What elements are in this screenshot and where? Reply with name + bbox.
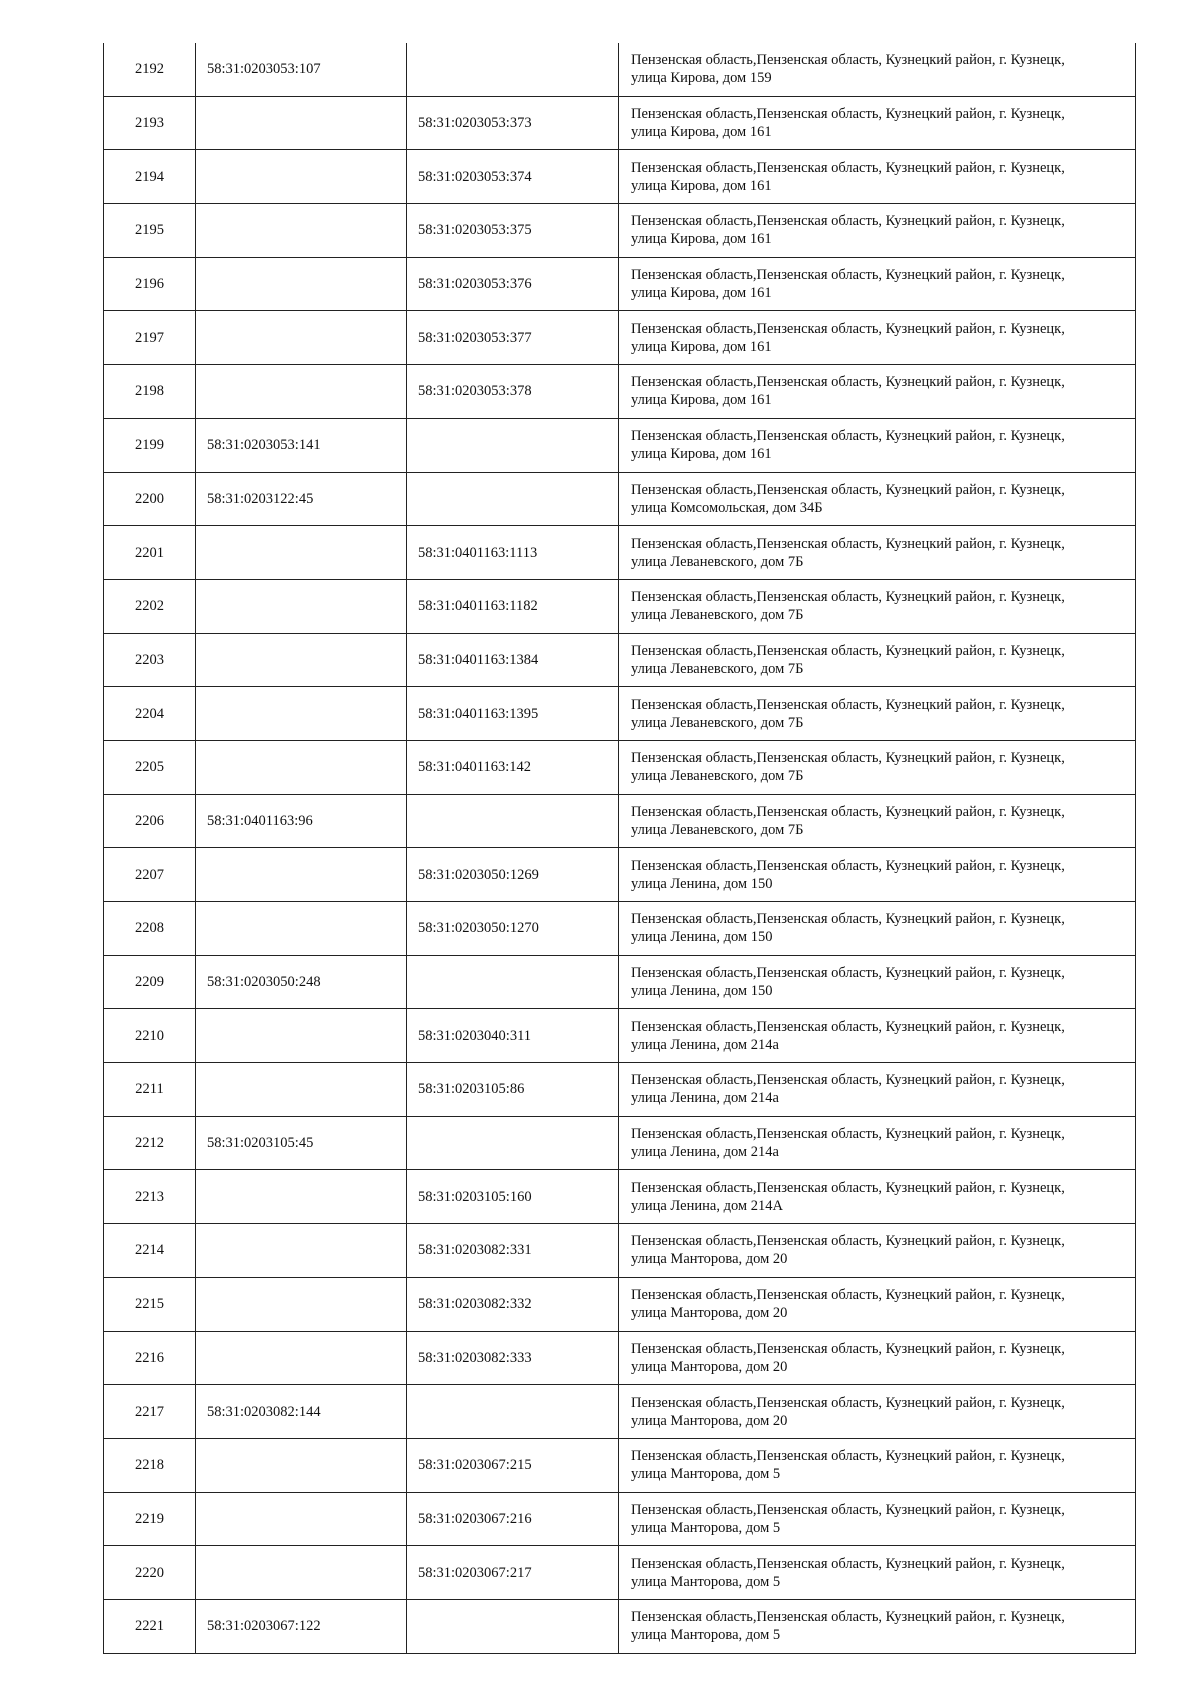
row-number: 2209 [104,955,196,1009]
address-cell [619,633,1136,687]
cadastral-number-building [407,955,619,1009]
address-line-region: Пензенская область,Пензенская область, Кузнецкий район, г. Кузнецк, [631,965,1065,982]
address-line-region: Пензенская область,Пензенская область, Кузнецкий район, г. Кузнецк, [631,1394,1065,1411]
cadastral-number-parcel [196,579,407,633]
address-line-street: улица Леваневского, дом 7Б [631,768,804,785]
address-line-street: улица Манторова, дом 5 [631,1627,781,1644]
address-line-region: Пензенская область,Пензенская область, Кузнецкий район, г. Кузнецк, [631,1340,1065,1357]
address-cell [619,1224,1136,1278]
address-line-street: улица Кирова, дом 161 [631,285,772,302]
row-number: 2197 [104,311,196,365]
table-row [104,96,1136,150]
address-line-street: улица Ленина, дом 150 [631,929,773,946]
address-line-street: улица Манторова, дом 5 [631,1573,781,1590]
cadastral-number-parcel [196,848,407,902]
cadastral-number-building: 58:31:0203082:331 [407,1224,619,1278]
address-line-street: улица Кирова, дом 161 [631,124,772,141]
cadastral-number-parcel [196,1009,407,1063]
registry-table [103,43,1136,1654]
table-row [104,1116,1136,1170]
address-line-street: улица Ленина, дом 214а [631,1090,779,1107]
cadastral-number-building: 58:31:0203053:378 [407,365,619,419]
cadastral-number-parcel: 58:31:0203105:45 [196,1116,407,1170]
cadastral-number-parcel: 58:31:0203053:107 [196,43,407,96]
address-line-street: улица Леваневского, дом 7Б [631,607,804,624]
address-line-street: улица Ленина, дом 214а [631,1036,779,1053]
cadastral-number-building: 58:31:0203053:377 [407,311,619,365]
address-line-street: улица Манторова, дом 20 [631,1412,788,1429]
cadastral-number-parcel [196,633,407,687]
table-row [104,1224,1136,1278]
table-row [104,204,1136,258]
table-row [104,1492,1136,1546]
row-number: 2211 [104,1063,196,1117]
address-line-region: Пензенская область,Пензенская область, Кузнецкий район, г. Кузнецк, [631,1609,1065,1626]
row-number: 2195 [104,204,196,258]
address-line-street: улица Ленина, дом 214А [631,1197,783,1214]
cadastral-number-building: 58:31:0203050:1269 [407,848,619,902]
address-cell [619,1492,1136,1546]
address-cell [619,1116,1136,1170]
table-row [104,526,1136,580]
table-row [104,1599,1136,1653]
address-line-street: улица Кирова, дом 161 [631,392,772,409]
address-cell [619,1599,1136,1653]
address-cell [619,365,1136,419]
table-row [104,365,1136,419]
row-number: 2220 [104,1546,196,1600]
cadastral-number-building: 58:31:0203053:374 [407,150,619,204]
row-number: 2207 [104,848,196,902]
address-line-street: улица Кирова, дом 161 [631,446,772,463]
address-line-street: улица Манторова, дом 20 [631,1251,788,1268]
row-number: 2221 [104,1599,196,1653]
address-line-region: Пензенская область,Пензенская область, Кузнецкий район, г. Кузнецк, [631,535,1065,552]
table-row [104,418,1136,472]
address-line-street: улица Манторова, дом 5 [631,1519,781,1536]
table-row [104,740,1136,794]
address-line-region: Пензенская область,Пензенская область, Кузнецкий район, г. Кузнецк, [631,1501,1065,1518]
address-line-region: Пензенская область,Пензенская область, Кузнецкий район, г. Кузнецк, [631,106,1065,123]
cadastral-number-building [407,43,619,96]
cadastral-number-building: 58:31:0203040:311 [407,1009,619,1063]
table-row [104,311,1136,365]
cadastral-number-parcel [196,687,407,741]
cadastral-number-parcel [196,204,407,258]
address-cell [619,955,1136,1009]
cadastral-number-parcel [196,150,407,204]
cadastral-number-building [407,1599,619,1653]
cadastral-number-parcel [196,1331,407,1385]
cadastral-number-parcel [196,1492,407,1546]
address-cell [619,150,1136,204]
address-line-region: Пензенская область,Пензенская область, Кузнецкий район, г. Кузнецк, [631,213,1065,230]
row-number: 2205 [104,740,196,794]
address-cell [619,257,1136,311]
cadastral-number-parcel [196,365,407,419]
row-number: 2192 [104,43,196,96]
cadastral-number-parcel: 58:31:0203053:141 [196,418,407,472]
address-cell [619,740,1136,794]
cadastral-number-parcel [196,96,407,150]
registry-table-body [104,43,1136,1653]
address-cell [619,526,1136,580]
address-line-region: Пензенская область,Пензенская область, Кузнецкий район, г. Кузнецк, [631,803,1065,820]
address-cell [619,1385,1136,1439]
address-line-region: Пензенская область,Пензенская область, Кузнецкий район, г. Кузнецк, [631,159,1065,176]
row-number: 2194 [104,150,196,204]
cadastral-number-parcel [196,311,407,365]
row-number: 2202 [104,579,196,633]
row-number: 2206 [104,794,196,848]
cadastral-number-parcel: 58:31:0203082:144 [196,1385,407,1439]
table-row [104,257,1136,311]
row-number: 2219 [104,1492,196,1546]
table-row [104,579,1136,633]
cadastral-number-parcel [196,740,407,794]
cadastral-number-building [407,472,619,526]
cadastral-number-building [407,794,619,848]
cadastral-number-parcel [196,1224,407,1278]
cadastral-number-building: 58:31:0203067:217 [407,1546,619,1600]
cadastral-number-building [407,1385,619,1439]
address-line-street: улица Манторова, дом 20 [631,1358,788,1375]
address-cell [619,1277,1136,1331]
address-line-region: Пензенская область,Пензенская область, Кузнецкий район, г. Кузнецк, [631,696,1065,713]
address-cell [619,1331,1136,1385]
address-cell [619,1438,1136,1492]
address-line-street: улица Манторова, дом 20 [631,1305,788,1322]
row-number: 2193 [104,96,196,150]
cadastral-number-parcel [196,1063,407,1117]
table-row [104,633,1136,687]
cadastral-number-building: 58:31:0203053:373 [407,96,619,150]
address-line-region: Пензенская область,Пензенская область, Кузнецкий район, г. Кузнецк, [631,857,1065,874]
address-line-street: улица Кирова, дом 161 [631,231,772,248]
cadastral-number-building: 58:31:0401163:1384 [407,633,619,687]
address-line-street: улица Леваневского, дом 7Б [631,660,804,677]
address-line-region: Пензенская область,Пензенская область, Кузнецкий район, г. Кузнецк, [631,1233,1065,1250]
address-cell [619,1546,1136,1600]
address-line-street: улица Леваневского, дом 7Б [631,714,804,731]
cadastral-number-building: 58:31:0203105:86 [407,1063,619,1117]
address-line-region: Пензенская область,Пензенская область, Кузнецкий район, г. Кузнецк, [631,1448,1065,1465]
address-line-region: Пензенская область,Пензенская область, Кузнецкий район, г. Кузнецк, [631,428,1065,445]
cadastral-number-parcel [196,902,407,956]
table-row [104,687,1136,741]
address-cell [619,311,1136,365]
address-line-region: Пензенская область,Пензенская область, Кузнецкий район, г. Кузнецк, [631,1126,1065,1143]
address-cell [619,204,1136,258]
address-line-region: Пензенская область,Пензенская область, Кузнецкий район, г. Кузнецк, [631,1287,1065,1304]
cadastral-number-building: 58:31:0203082:333 [407,1331,619,1385]
table-row [104,848,1136,902]
table-row [104,1385,1136,1439]
address-cell [619,1063,1136,1117]
table-row [104,1170,1136,1224]
row-number: 2216 [104,1331,196,1385]
cadastral-number-building [407,1116,619,1170]
cadastral-number-building: 58:31:0203050:1270 [407,902,619,956]
table-row [104,955,1136,1009]
row-number: 2203 [104,633,196,687]
cadastral-number-building [407,418,619,472]
address-line-street: улица Леваневского, дом 7Б [631,553,804,570]
address-line-region: Пензенская область,Пензенская область, Кузнецкий район, г. Кузнецк, [631,1018,1065,1035]
row-number: 2212 [104,1116,196,1170]
address-cell [619,687,1136,741]
cadastral-number-building: 58:31:0401163:1395 [407,687,619,741]
cadastral-number-parcel: 58:31:0203122:45 [196,472,407,526]
table-row [104,1438,1136,1492]
row-number: 2208 [104,902,196,956]
address-cell [619,472,1136,526]
cadastral-number-parcel [196,257,407,311]
row-number: 2200 [104,472,196,526]
address-cell [619,96,1136,150]
table-row [104,1277,1136,1331]
row-number: 2196 [104,257,196,311]
address-line-street: улица Ленина, дом 150 [631,983,773,1000]
cadastral-number-building: 58:31:0203067:215 [407,1438,619,1492]
table-row [104,794,1136,848]
cadastral-number-parcel [196,1277,407,1331]
address-cell [619,1170,1136,1224]
row-number: 2199 [104,418,196,472]
row-number: 2218 [104,1438,196,1492]
address-line-region: Пензенская область,Пензенская область, Кузнецкий район, г. Кузнецк, [631,589,1065,606]
cadastral-number-building: 58:31:0401163:142 [407,740,619,794]
row-number: 2210 [104,1009,196,1063]
address-line-region: Пензенская область,Пензенская область, Кузнецкий район, г. Кузнецк, [631,750,1065,767]
address-line-region: Пензенская область,Пензенская область, Кузнецкий район, г. Кузнецк, [631,320,1065,337]
address-cell [619,794,1136,848]
table-row [104,1546,1136,1600]
cadastral-number-building: 58:31:0203053:375 [407,204,619,258]
address-line-region: Пензенская область,Пензенская область, Кузнецкий район, г. Кузнецк, [631,1179,1065,1196]
table-row [104,150,1136,204]
address-cell [619,1009,1136,1063]
cadastral-number-building: 58:31:0401163:1113 [407,526,619,580]
address-cell [619,848,1136,902]
cadastral-number-building: 58:31:0203067:216 [407,1492,619,1546]
address-cell [619,43,1136,96]
address-cell [619,579,1136,633]
row-number: 2201 [104,526,196,580]
cadastral-number-parcel: 58:31:0203067:122 [196,1599,407,1653]
address-line-street: улица Кирова, дом 159 [631,70,772,87]
cadastral-number-parcel: 58:31:0203050:248 [196,955,407,1009]
table-row [104,1331,1136,1385]
address-line-street: улица Комсомольская, дом 34Б [631,499,823,516]
table-row [104,472,1136,526]
address-cell [619,902,1136,956]
row-number: 2204 [104,687,196,741]
cadastral-number-building: 58:31:0401163:1182 [407,579,619,633]
address-line-region: Пензенская область,Пензенская область, Кузнецкий район, г. Кузнецк, [631,267,1065,284]
row-number: 2214 [104,1224,196,1278]
cadastral-number-parcel [196,526,407,580]
cadastral-number-parcel [196,1438,407,1492]
address-line-region: Пензенская область,Пензенская область, Кузнецкий район, г. Кузнецк, [631,374,1065,391]
row-number: 2217 [104,1385,196,1439]
cadastral-number-building: 58:31:0203105:160 [407,1170,619,1224]
row-number: 2215 [104,1277,196,1331]
table-row [104,43,1136,96]
address-line-region: Пензенская область,Пензенская область, Кузнецкий район, г. Кузнецк, [631,642,1065,659]
address-line-street: улица Кирова, дом 161 [631,338,772,355]
address-line-street: улица Манторова, дом 5 [631,1466,781,1483]
table-row [104,1009,1136,1063]
address-line-street: улица Ленина, дом 150 [631,875,773,892]
cadastral-number-parcel [196,1546,407,1600]
table-row [104,1063,1136,1117]
address-line-region: Пензенская область,Пензенская область, Кузнецкий район, г. Кузнецк, [631,52,1065,69]
cadastral-number-building: 58:31:0203082:332 [407,1277,619,1331]
cadastral-number-parcel [196,1170,407,1224]
address-line-street: улица Ленина, дом 214а [631,1144,779,1161]
row-number: 2198 [104,365,196,419]
cadastral-number-building: 58:31:0203053:376 [407,257,619,311]
address-line-region: Пензенская область,Пензенская область, Кузнецкий район, г. Кузнецк, [631,481,1065,498]
address-line-street: улица Леваневского, дом 7Б [631,821,804,838]
address-line-region: Пензенская область,Пензенская область, Кузнецкий район, г. Кузнецк, [631,1072,1065,1089]
address-line-street: улица Кирова, дом 161 [631,177,772,194]
address-cell [619,418,1136,472]
address-line-region: Пензенская область,Пензенская область, Кузнецкий район, г. Кузнецк, [631,911,1065,928]
address-line-region: Пензенская область,Пензенская область, Кузнецкий район, г. Кузнецк, [631,1555,1065,1572]
cadastral-number-parcel: 58:31:0401163:96 [196,794,407,848]
table-row [104,902,1136,956]
row-number: 2213 [104,1170,196,1224]
